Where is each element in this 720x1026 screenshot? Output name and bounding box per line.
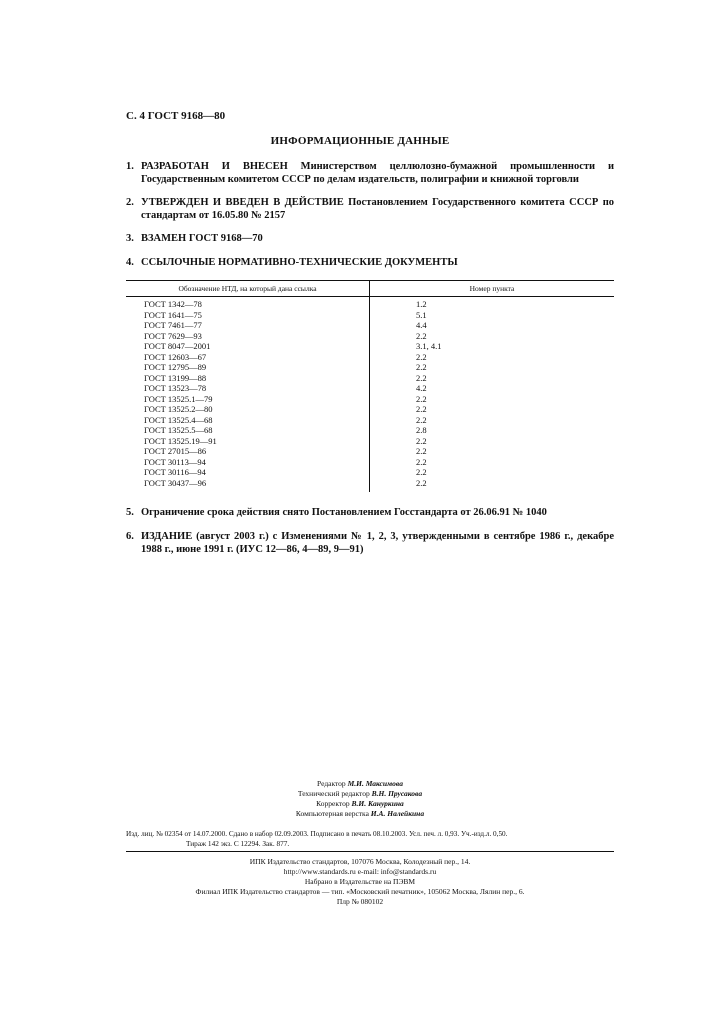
imprint-editor: Редактор М.И. Максимова — [317, 779, 403, 788]
item-6 — [126, 530, 614, 556]
imprint-typeset: Набрано в Издательстве на ПЭВМ — [304, 877, 416, 886]
document-designation: ГОСТ 13523—78 — [144, 383, 207, 393]
clause-number: 4.2 — [416, 383, 427, 393]
item-text: РАЗРАБОТАН И ВНЕСЕН Министерством целлюлозно-бумажной промышленности и Государственным комитетом СССР по делам издательств, полиграфии и книжной торговли — [141, 161, 615, 185]
document-designation: ГОСТ 30116—94 — [144, 467, 206, 477]
imprint-plr: Плр № 080102 — [336, 897, 384, 906]
clause-number: 1.2 — [416, 299, 427, 309]
clause-number: 2.2 — [416, 393, 427, 404]
clause-number: 2.2 — [416, 414, 427, 425]
clause-number: 4.4 — [416, 320, 427, 330]
table-top-rule — [126, 280, 614, 281]
table-body — [126, 299, 614, 488]
table-row — [126, 446, 614, 457]
item-number: 5. — [126, 507, 134, 518]
page-header: С. 4 ГОСТ 9168—80 — [126, 110, 226, 122]
table-row — [126, 415, 614, 426]
clause-number: 2.2 — [416, 372, 427, 383]
table-row — [126, 341, 614, 352]
document-designation: ГОСТ 30437—96 — [144, 477, 207, 488]
clause-number: 2.2 — [416, 362, 427, 372]
document-designation: ГОСТ 12603—67 — [144, 351, 207, 362]
table-header-rule — [126, 296, 614, 297]
document-designation: ГОСТ 8047—2001 — [144, 341, 211, 351]
imprint-layout: Компьютерная верстка И.А. Налейкина — [295, 809, 425, 818]
table-row — [126, 425, 614, 436]
column-header-document: Обозначение НТД, на который дана ссылка — [178, 284, 317, 293]
imprint-license-line: Изд. лиц. № 02354 от 14.07.2000. Сдано в набор 02.09.2003. Подписано в печать 08.10.2003. Усл. печ. л. 0,93. Уч.-изд.л. 0,50. — [126, 830, 508, 838]
item-4 — [126, 256, 614, 269]
item-text: УТВЕРЖДЕН И ВВЕДЕН В ДЕЙСТВИЕ Постановлением Государственного комитета СССР по стандартам от 16.05.80 № 2157 — [141, 197, 614, 221]
clause-number: 2.2 — [416, 446, 427, 456]
imprint-tech-editor: Технический редактор В.Н. Прусакова — [297, 789, 423, 798]
document-designation: ГОСТ 13525.5—68 — [144, 425, 213, 435]
section-title: ИНФОРМАЦИОННЫЕ ДАННЫЕ — [270, 135, 450, 147]
clause-number: 3.1, 4.1 — [416, 341, 442, 351]
table-row — [126, 352, 614, 363]
document-designation: ГОСТ 7461—77 — [144, 320, 202, 330]
document-designation: ГОСТ 12795—89 — [144, 362, 207, 372]
document-designation: ГОСТ 30113—94 — [144, 456, 206, 467]
document-designation: ГОСТ 1641—75 — [144, 309, 202, 320]
item-2 — [126, 196, 614, 222]
table-row — [126, 362, 614, 373]
item-3 — [126, 232, 614, 245]
imprint-divider — [126, 851, 614, 852]
document-designation: ГОСТ 13199—88 — [144, 372, 207, 383]
table-row — [126, 373, 614, 384]
table-row — [126, 310, 614, 321]
clause-number: 2.2 — [416, 456, 427, 467]
imprint-web: http://www.standards.ru e-mail: info@standards.ru — [283, 867, 437, 876]
table-row — [126, 383, 614, 394]
document-designation: ГОСТ 13525.4—68 — [144, 414, 213, 425]
table-row — [126, 467, 614, 478]
table-row — [126, 404, 614, 415]
imprint-print-run: Тираж 142 экз. С 12294. Зак. 877. — [186, 839, 290, 848]
item-5 — [126, 506, 614, 519]
item-number: 6. — [126, 531, 134, 542]
column-header-clause: Номер пункта — [469, 284, 515, 293]
table-row — [126, 436, 614, 447]
table-row — [126, 299, 614, 310]
item-1 — [126, 160, 614, 186]
document-designation: ГОСТ 7629—93 — [144, 330, 202, 341]
table-row — [126, 478, 614, 489]
item-text: Ограничение срока действия снято Постановлением Госстандарта от 26.06.91 № 1040 — [141, 507, 547, 518]
clause-number: 2.2 — [416, 351, 427, 362]
document-designation: ГОСТ 13525.2—80 — [144, 404, 213, 414]
clause-number: 2.2 — [416, 477, 427, 488]
item-text: ССЫЛОЧНЫЕ НОРМАТИВНО-ТЕХНИЧЕСКИЕ ДОКУМЕНТЫ — [141, 257, 458, 268]
clause-number: 2.8 — [416, 425, 427, 435]
clause-number: 2.2 — [416, 330, 427, 341]
clause-number: 2.2 — [416, 404, 427, 414]
imprint-branch: Филиал ИПК Издательство стандартов — тип. «Московский печатник», 105062 Москва, Лялин пер., 6. — [195, 887, 525, 896]
table-row — [126, 331, 614, 342]
document-designation: ГОСТ 1342—78 — [144, 299, 202, 309]
clause-number: 5.1 — [416, 309, 427, 320]
item-text: ИЗДАНИЕ (август 2003 г.) с Изменениями № 1, 2, 3, утвержденными в сентябре 1986 г., декабре 1988 г., июне 1991 г. (ИУС 12—86, 4—89, 9—91) — [141, 531, 614, 555]
table-row — [126, 320, 614, 331]
clause-number: 2.2 — [416, 435, 427, 446]
imprint-publisher: ИПК Издательство стандартов, 107076 Москва, Колодезный пер., 14. — [249, 857, 471, 866]
table-row — [126, 457, 614, 468]
item-number: 4. — [126, 257, 134, 268]
document-designation: ГОСТ 13525.19—91 — [144, 435, 217, 446]
document-designation: ГОСТ 27015—86 — [144, 446, 207, 456]
item-number: 2. — [126, 197, 134, 208]
clause-number: 2.2 — [416, 467, 427, 477]
table-row — [126, 394, 614, 405]
imprint-corrector: Корректор В.И. Кануркина — [316, 799, 404, 808]
document-designation: ГОСТ 13525.1—79 — [144, 393, 213, 404]
item-number: 1. — [126, 161, 134, 172]
item-text: ВЗАМЕН ГОСТ 9168—70 — [141, 233, 263, 244]
item-number: 3. — [126, 233, 134, 244]
